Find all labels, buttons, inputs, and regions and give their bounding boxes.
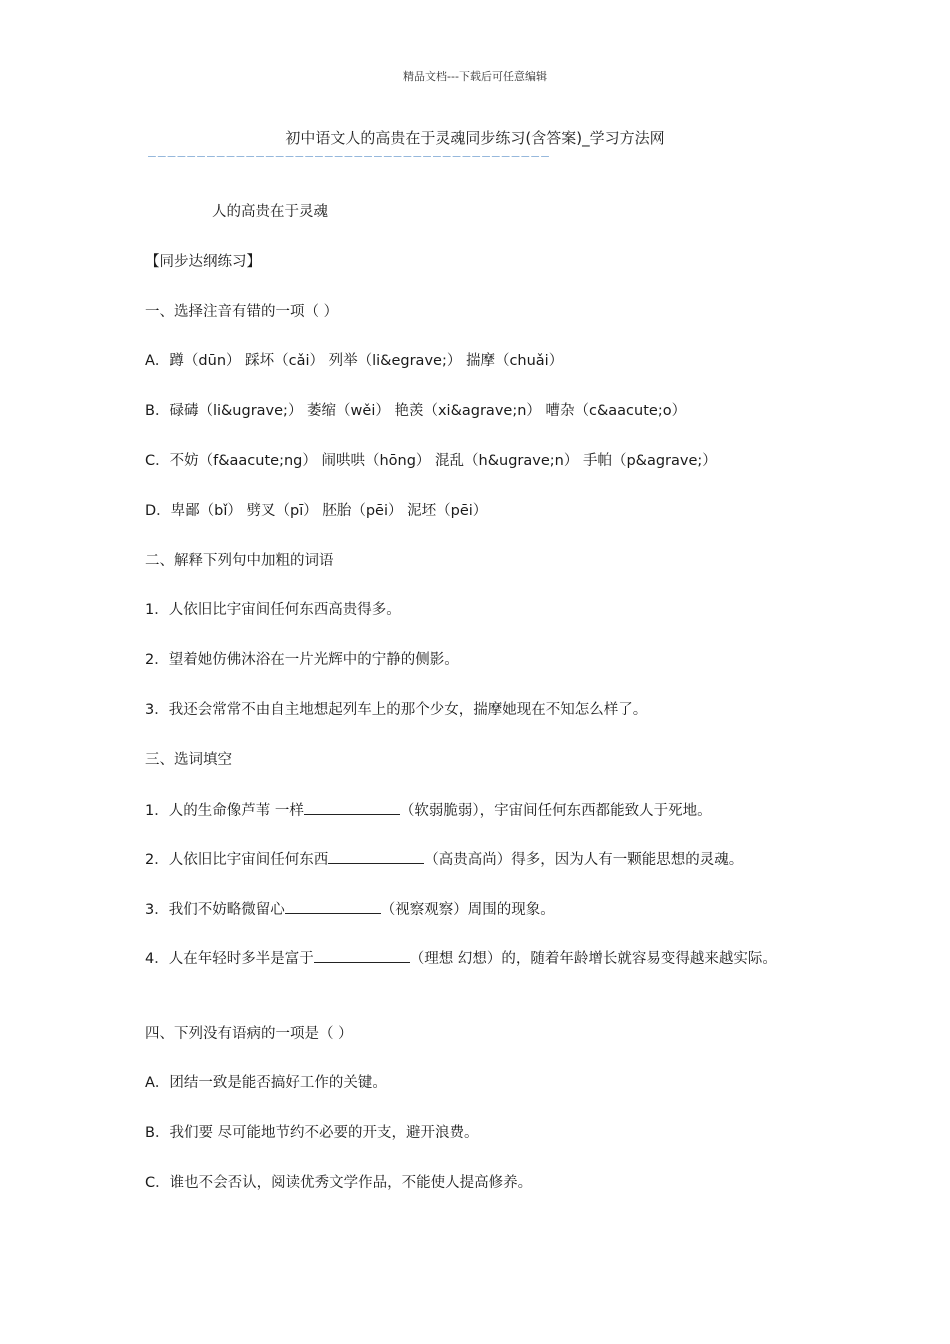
q3-item-1-text-after: （软弱脆弱），宇宙间任何东西都能致人于死地。	[399, 803, 712, 819]
q3-item-1-text-before: 1．人的生命像芦苇 一样	[145, 803, 304, 819]
q1-heading: 一、选择注音有错的一项（ ）	[145, 304, 339, 320]
q3-item-2-text-after: （高贵高尚）得多，因为人有一颗能思想的灵魂。	[424, 852, 744, 868]
q3-item-2	[145, 848, 845, 871]
q1-option-d: D．卑鄙（bǐ） 劈叉（pī） 胚胎（pēi） 泥坯（pēi）	[145, 503, 488, 519]
fill-blank	[304, 799, 400, 815]
document-title: 初中语文人的高贵在于灵魂同步练习(含答案)_学习方法网	[285, 129, 665, 147]
fill-blank	[328, 848, 424, 864]
q3-item-1	[145, 799, 825, 822]
q2-item-3: 3．我还会常常不由自主地想起列车上的那个少女，揣摩她现在不知怎么样了。	[145, 702, 648, 718]
q3-item-4-text-before: 4．人在年轻时多半是富于	[145, 951, 314, 967]
q4-option-c: C．谁也不会否认，阅读优秀文学作品，不能使人提高修养。	[145, 1175, 533, 1191]
q3-item-4-text-after: （理想 幻想）的，随着年龄增长就容易变得越来越实际。	[409, 951, 777, 967]
title-divider: —————————————————————————————————————————	[148, 152, 551, 162]
q3-item-4	[145, 947, 815, 970]
lesson-title: 人的高贵在于灵魂	[212, 204, 328, 220]
q3-item-3-text-before: 3．我们不妨略微留心	[145, 902, 285, 918]
q1-option-c: C．不妨（f&aacute;ng） 闹哄哄（hōng） 混乱（h&ugrave;n） 手帕（p&agrave;）	[145, 453, 717, 469]
q3-item-2-text-before: 2．人依旧比宇宙间任何东西	[145, 852, 329, 868]
fill-blank	[314, 947, 410, 963]
q4-heading: 四、下列没有语病的一项是（ ）	[145, 1026, 353, 1042]
q3-item-3-text-after: （视察观察）周围的现象。	[380, 902, 555, 918]
section-label: 【同步达纲练习】	[145, 254, 261, 270]
fill-blank	[285, 898, 381, 914]
q1-option-a: A．蹲（dūn） 踩坏（cǎi） 列举（li&egrave;） 揣摩（chuǎi）	[145, 353, 564, 369]
q3-item-3	[145, 898, 825, 921]
header-note: 精品文档---下载后可任意编辑	[403, 70, 547, 83]
q3-heading: 三、选词填空	[145, 752, 232, 768]
q1-option-b: B．碌碡（li&ugrave;） 萎缩（wěi） 艳羡（xi&agrave;n） 嘈杂（c&aacute;o）	[145, 403, 687, 419]
q4-option-b: B．我们要 尽可能地节约不必要的开支，避开浪费。	[145, 1125, 479, 1141]
q2-item-2: 2．望着她仿佛沐浴在一片光辉中的宁静的侧影。	[145, 652, 459, 668]
q4-option-a: A．团结一致是能否搞好工作的关键。	[145, 1075, 387, 1091]
q2-item-1: 1．人依旧比宇宙间任何东西高贵得多。	[145, 602, 401, 618]
q2-heading: 二、解释下列句中加粗的词语	[145, 553, 334, 569]
